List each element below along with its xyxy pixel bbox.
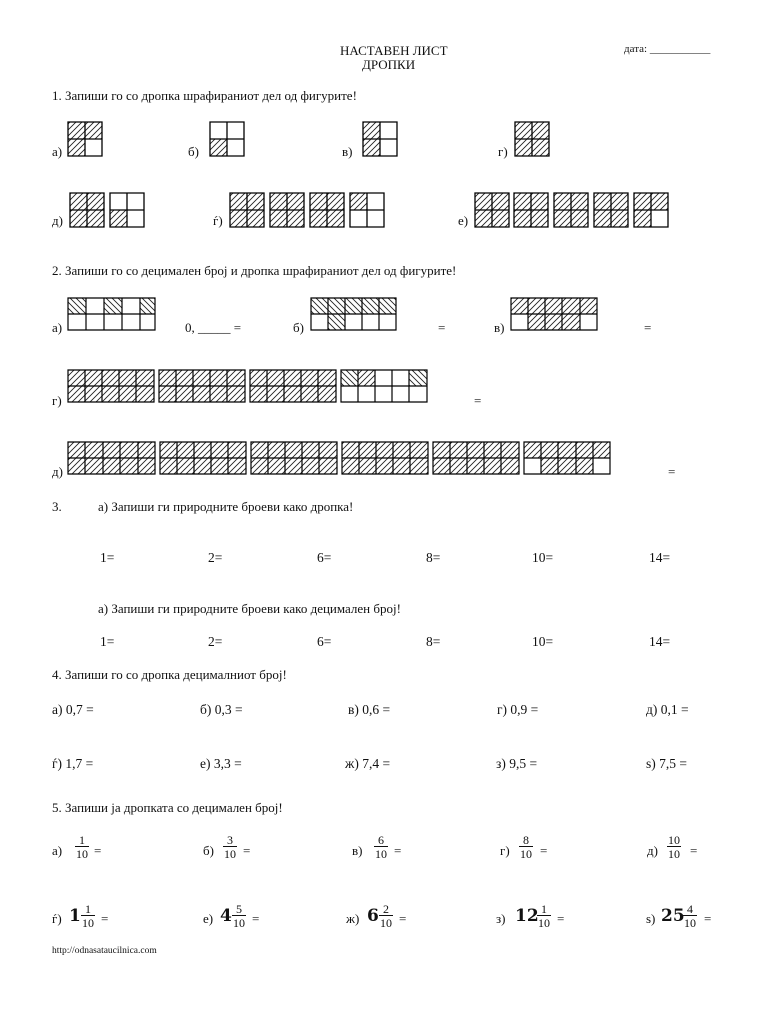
task1-figures [0, 0, 768, 300]
task5-label: г) [500, 843, 510, 858]
figure-2g [68, 370, 427, 402]
equals-sign: = [101, 911, 109, 926]
task4-item: а) 0,7 = [52, 702, 94, 717]
task5-label: ѕ) [646, 911, 656, 926]
task3-b-item: 6= [317, 634, 332, 649]
task2-figures [0, 290, 768, 490]
fraction: $\frac{2}{10}$ [380, 902, 392, 930]
figure-2v [511, 298, 597, 330]
fraction: $\frac{5}{10}$ [233, 902, 245, 930]
equals-sign: = [399, 911, 407, 926]
task3-a-item: 2= [208, 550, 223, 565]
figure-1v [363, 122, 397, 156]
task3-number: 3. [52, 499, 62, 514]
task1-label-e: е) [458, 213, 469, 228]
task4-item: ж) 7,4 = [345, 756, 391, 771]
task3-a-item: 1= [100, 550, 115, 565]
equals-sign: = [690, 843, 698, 858]
task2-blank: 0, _____ = [185, 320, 242, 335]
task5-label: ѓ) [52, 911, 62, 926]
fraction: $\frac{6}{10}$ [375, 833, 387, 861]
task3-b-item: 1= [100, 634, 115, 649]
page-title: НАСТАВЕН ЛИСТ [340, 43, 448, 58]
task4-heading: 4. Запиши го со дропка децималниот број! [52, 667, 287, 682]
figure-2b [311, 298, 396, 330]
task4-item: б) 0,3 = [200, 702, 243, 717]
task4-item: в) 0,6 = [348, 702, 391, 717]
task3-b-item: 2= [208, 634, 223, 649]
task2-eq-d: = [668, 464, 676, 479]
task2-label-b: б) [293, 320, 304, 335]
task1-label-g: г) [498, 144, 508, 159]
task1-label-v: в) [342, 144, 353, 159]
figure-2d [68, 442, 610, 474]
task3-a-item: 6= [317, 550, 332, 565]
task1-heading: 1. Запиши го со дропка шрафираниот дел од фигурите! [52, 88, 357, 103]
figure-1a [68, 122, 102, 156]
fraction: $\frac{8}{10}$ [520, 833, 532, 861]
figure-1e [475, 193, 668, 227]
task5-label: з) [496, 911, 506, 926]
task1-label-d: д) [52, 213, 63, 228]
equals-sign: = [704, 911, 712, 926]
task4-item: д) 0,1 = [646, 702, 689, 717]
task4-item: ѓ) 1,7 = [52, 756, 94, 771]
task2-label-d: д) [52, 464, 63, 479]
task5-label: ж) [346, 911, 360, 926]
fraction: $\frac{10}{10}$ [668, 833, 680, 861]
task3-a-item: 10= [532, 550, 554, 565]
fraction: $\frac{4}{10}$ [684, 902, 696, 930]
mixed-whole: 12 [515, 906, 539, 926]
equals-sign: = [394, 843, 402, 858]
figure-2a [68, 298, 155, 330]
task2-eq-g: = [474, 393, 482, 408]
task3-b-item: 14= [649, 634, 671, 649]
equals-sign: = [557, 911, 565, 926]
equals-sign: = [540, 843, 548, 858]
task1-label-b: б) [188, 144, 199, 159]
task2-label-v: в) [494, 320, 505, 335]
task5-label: д) [647, 843, 658, 858]
figure-1d [70, 193, 144, 227]
equals-sign: = [94, 843, 102, 858]
mixed-whole: 4 [220, 906, 232, 926]
task3-instruction-a: а) Запиши ги природните броеви како дропка! [98, 499, 354, 514]
footer-url: http://odnasataucilnica.com [52, 946, 157, 956]
task5-label: а) [52, 843, 63, 858]
task2-eq-v: = [644, 320, 652, 335]
task1-label-gj: ѓ) [213, 213, 223, 228]
task4-item: е) 3,3 = [200, 756, 242, 771]
task4-item: г) 0,9 = [497, 702, 539, 717]
page-subtitle: ДРОПКИ [362, 57, 416, 72]
task3-instruction-b: а) Запиши ги природните броеви како децимален број! [98, 601, 401, 616]
task1-label-a: а) [52, 144, 63, 159]
fraction: $\frac{1}{10}$ [82, 902, 94, 930]
mixed-whole: 25 [661, 906, 685, 926]
task2-heading: 2. Запиши го со децимален број и дропка шрафираниот дел од фигурите! [52, 263, 457, 278]
mixed-whole: 6 [367, 906, 379, 926]
equals-sign: = [243, 843, 251, 858]
fraction: $\frac{3}{10}$ [224, 833, 236, 861]
fraction: $\frac{1}{10}$ [538, 902, 550, 930]
date-field: дата: ___________ [624, 43, 711, 55]
task2-eq-b: = [438, 320, 446, 335]
task5-label: б) [203, 843, 214, 858]
figure-1g [515, 122, 549, 156]
task3-b-item: 8= [426, 634, 441, 649]
mixed-whole: 1 [69, 906, 81, 926]
task4-item: ѕ) 7,5 = [646, 756, 687, 771]
figure-1b [210, 122, 244, 156]
task2-label-a: а) [52, 320, 63, 335]
task3-a-item: 14= [649, 550, 671, 565]
figure-1gj [230, 193, 384, 227]
equals-sign: = [252, 911, 260, 926]
task3-b-item: 10= [532, 634, 554, 649]
task5-label: е) [203, 911, 214, 926]
task2-label-g: г) [52, 393, 62, 408]
task5-heading: 5. Запиши ја дропката со децимален број! [52, 800, 283, 815]
task4-item: з) 9,5 = [496, 756, 538, 771]
task3-a-item: 8= [426, 550, 441, 565]
fraction: $\frac{1}{10}$ [76, 833, 88, 861]
task5-label: в) [352, 843, 363, 858]
